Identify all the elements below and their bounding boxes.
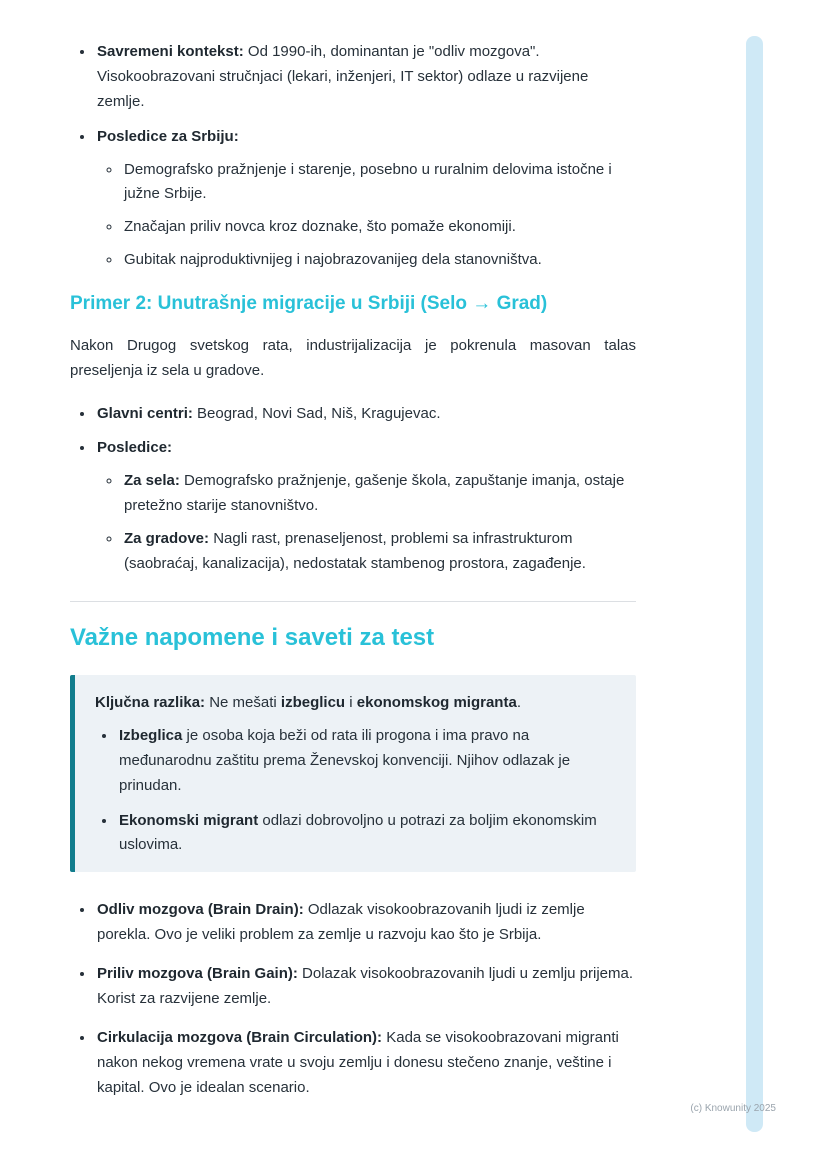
term-text: Dolazak visokoobrazovanih ljudi u zemlju prijema. Korist za razvijene zemlje. — [97, 965, 634, 1008]
term-label: Priliv mozgova (Brain Gain): — [97, 965, 298, 983]
intro-paragraph: Nakon Drugog svetskog rata, industrijalizacija je pokrenula masovan talas preseljenja iz sela u gradove. — [70, 336, 636, 379]
sub-bullet-list — [97, 158, 636, 274]
term-label: Ekonomski migrant — [119, 811, 259, 829]
term-label: Cirkulacija mozgova (Brain Circulation): — [97, 1028, 383, 1046]
callout-title-text: i — [345, 694, 357, 712]
key-difference-callout — [70, 675, 636, 872]
callout-list-item — [117, 724, 614, 799]
term-text: Odlazak visokoobrazovanih ljudi iz zemlje porekla. Ovo je veliki problem za zemlje u razvoju kao što je Srbija. — [97, 901, 585, 944]
term-item — [95, 962, 636, 1012]
list-item — [95, 125, 636, 273]
term-label: Posledice za Srbiju: — [97, 127, 239, 145]
term-item — [95, 898, 636, 948]
sub-list-item — [122, 215, 636, 240]
term-text: Od 1990-ih, dominantan je "odliv mozgova". Visokoobrazovani stručnjaci (lekari, inženjeri, IT sektor) odlaze u razvijene zemlje. — [97, 43, 589, 110]
callout-title-bold: ekonomskog migranta — [356, 694, 517, 712]
callout-title — [95, 691, 614, 716]
sub-list-item — [122, 158, 636, 208]
sub-item-text: Gubitak najproduktivnijeg i najobrazovanijeg dela stanovništva. — [124, 251, 542, 269]
term-text: Demografsko pražnjenje, gašenje škola, zapuštanje imanja, ostaje pretežno starije stanovništvo. — [124, 472, 625, 515]
term-text: Nagli rast, prenaseljenost, problemi sa infrastrukturom (saobraćaj, kanalizacija), nedostatak stambenog prostora, zagađenje. — [124, 530, 586, 572]
term-label: Izbeglica — [119, 726, 183, 744]
list-item — [95, 436, 636, 576]
section-heading-vazne-napomene: Važne napomene i saveti za test — [70, 623, 435, 651]
term-label: Savremeni kontekst: — [97, 43, 244, 60]
document-page — [70, 40, 636, 1115]
sub-list-item — [122, 527, 636, 577]
callout-title-text: . — [516, 694, 521, 712]
term-label: Za sela: — [124, 472, 180, 490]
list-item — [95, 402, 636, 427]
bullet-list-top — [70, 40, 636, 273]
terms-list — [70, 898, 636, 1100]
list-item — [95, 40, 636, 115]
page-edge-stripe — [746, 36, 763, 1132]
sub-list-item — [122, 469, 636, 519]
term-text: odlazi dobrovoljno u potrazi za boljim ekonomskim uslovima. — [119, 811, 597, 854]
term-label: Posledice: — [97, 439, 173, 457]
callout-list-item — [117, 809, 614, 859]
term-label: Glavni centri: — [97, 404, 193, 422]
callout-title-bold: izbeglicu — [280, 694, 346, 712]
term-text: Beograd, Novi Sad, Niš, Kragujevac. — [192, 404, 441, 422]
term-item — [95, 1026, 636, 1101]
callout-title-bold: Ključna razlika: — [95, 694, 206, 712]
sub-item-text: Značajan priliv novca kroz doznake, što pomaže ekonomiji. — [124, 218, 516, 236]
sub-list-item — [122, 248, 636, 273]
copyright-notice: (c) Knowunity 2025 — [690, 1103, 776, 1114]
sub-bullet-list — [97, 469, 636, 577]
section-heading-primer-2: Primer 2: Unutrašnje migracije u Srbiji (Selo → Grad) — [70, 293, 548, 315]
term-label: Za gradove: — [124, 530, 210, 548]
callout-bullet-list — [95, 724, 614, 858]
term-text: je osoba koja beži od rata ili progona i ima pravo na međunarodnu zaštitu prema Ženevskoj konvenciji. Njihov odlazak je prinudan. — [119, 726, 571, 794]
term-text: Kada se visokoobrazovani migranti nakon nekog vremena vrate u svoju zemlju i donesu stečeno znanje, veštine i kapital. Ovo je idealan scenario. — [97, 1028, 619, 1096]
sub-item-text: Demografsko pražnjenje i starenje, posebno u ruralnim delovima istočne i južne Srbije. — [124, 160, 612, 203]
bullet-list-primer-2 — [70, 402, 636, 577]
term-label: Odliv mozgova (Brain Drain): — [97, 901, 304, 919]
callout-title-text: Ne mešati — [205, 694, 281, 712]
section-divider — [70, 601, 636, 602]
